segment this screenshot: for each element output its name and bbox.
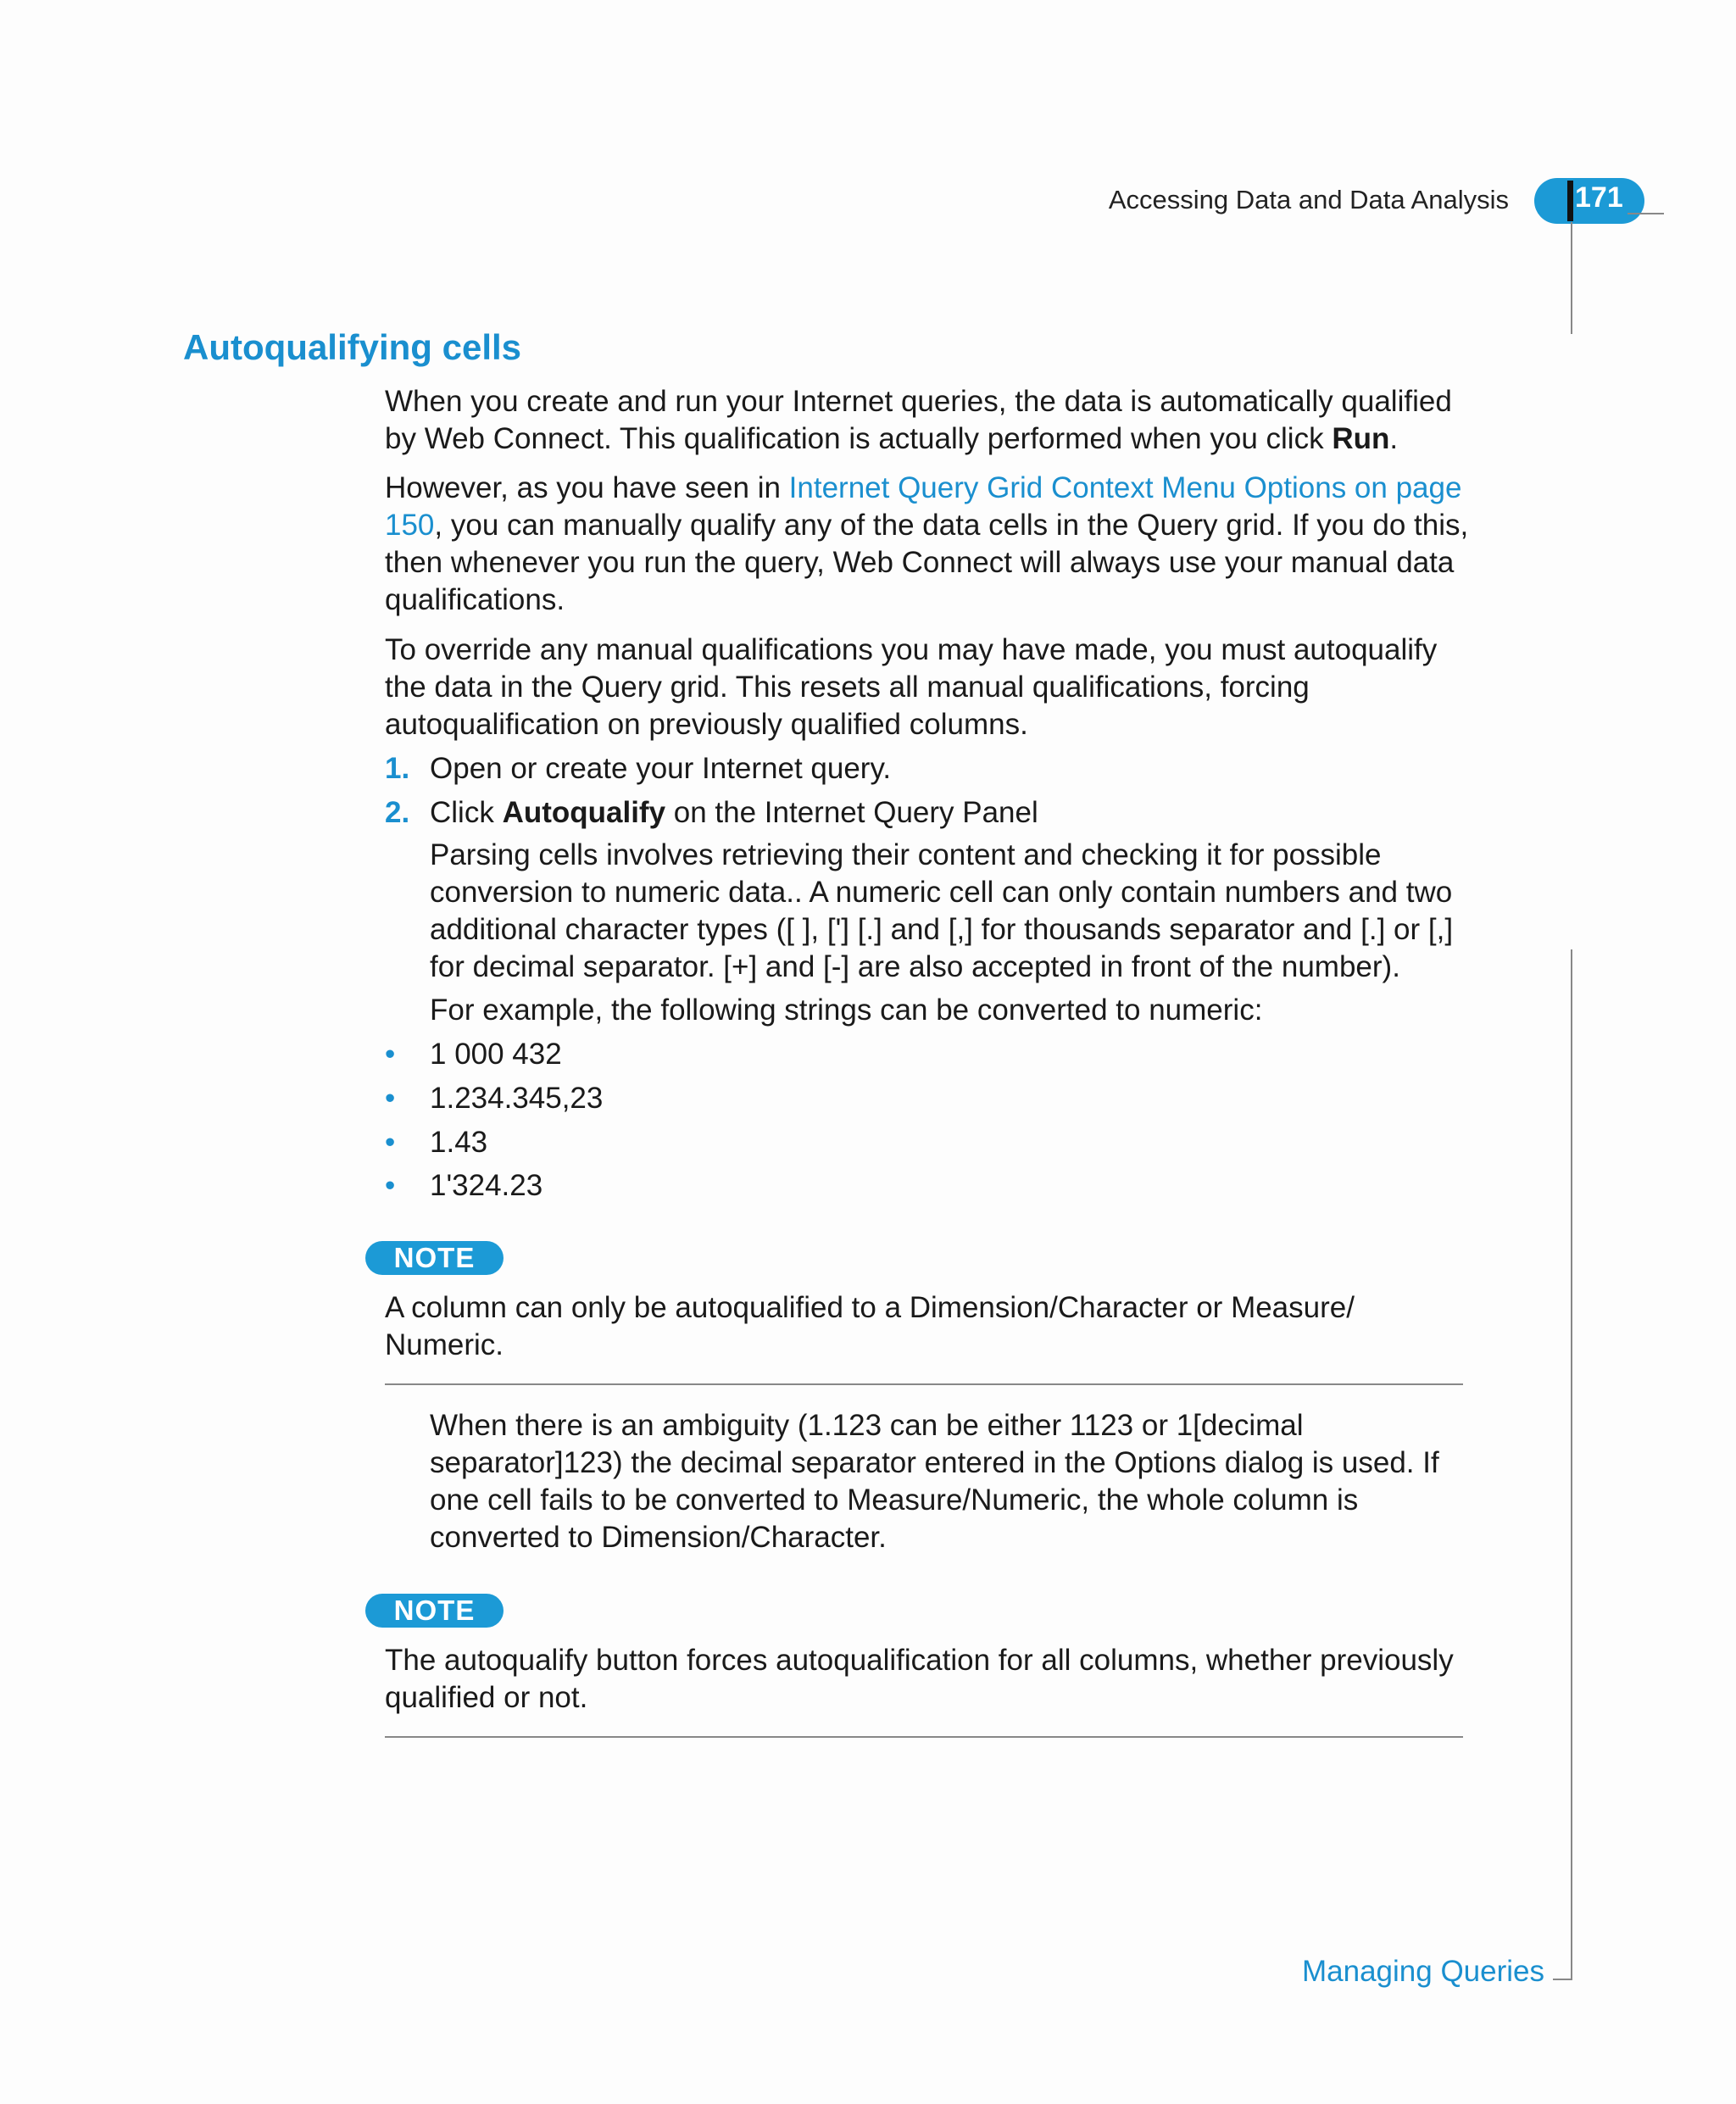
note-divider (385, 1736, 1463, 1738)
note-text: A column can only be autoqualified to a Dimension/Character or Measure/ Numeric. (385, 1291, 1355, 1361)
bullet-marker: • (385, 1082, 396, 1115)
margin-rule-top (1571, 222, 1572, 334)
step-text-2 (430, 794, 1481, 832)
cross-reference-link[interactable]: Internet Query Grid Context Menu Options on page 150 (385, 471, 1462, 542)
note-badge: NOTE (365, 1241, 504, 1275)
paragraph-intro-end: . (1389, 422, 1399, 455)
example-intro: For example, the following strings can be converted to numeric: (430, 994, 1263, 1027)
footer-rule (1553, 1979, 1572, 1980)
chapter-footer: Managing Queries (1302, 1955, 1544, 1988)
step-number-2: 2. (385, 796, 410, 829)
bullet-marker: • (385, 1038, 396, 1071)
step-text-1: Open or create your Internet query. (430, 752, 892, 785)
step-2-start: Click (430, 796, 503, 829)
header-rule (1628, 213, 1664, 214)
step-number-1: 1. (385, 752, 410, 785)
page-number: 171 (1575, 181, 1623, 214)
bullet-item: 1 000 432 (430, 1038, 562, 1071)
bullet-item: 1.234.345,23 (430, 1082, 604, 1115)
paragraph-override: To override any manual qualifications you may have made, you must autoqualify the data in the Query grid. This resets all manual qualifications, forcing autoqualification on previously qualified columns. (385, 633, 1438, 741)
note-text: The autoqualify button forces autoqualification for all columns, whether previously qualified or not. (385, 1644, 1454, 1714)
autoqualify-keyword: Autoqualify (502, 796, 666, 829)
bullet-item: 1.43 (430, 1126, 488, 1159)
run-keyword: Run (1332, 422, 1390, 455)
bullet-marker: • (385, 1126, 396, 1159)
bullet-marker: • (385, 1169, 396, 1202)
ambiguity-paragraph: When there is an ambiguity (1.123 can be either 1123 or 1[decimal separator]123) the decimal separator entered in the Options dialog is used. If one cell fails to be converted to Measure/Numeric, the whole column is converted to Dimension/Character. (430, 1409, 1439, 1554)
bullet-item: 1'324.23 (430, 1169, 543, 1202)
paragraph-intro (385, 383, 1470, 458)
page-tab-marker (1567, 181, 1573, 221)
note-badge: NOTE (365, 1594, 504, 1628)
paragraph-manual-qualify (385, 470, 1470, 619)
paragraph-intro-text: When you create and run your Internet queries, the data is automatically qualified by Web Connect. This qualification is actually performed when you click (385, 385, 1452, 455)
paragraph-manual-end: , you can manually qualify any of the data cells in the Query grid. If you do this, then whenever you run the query, Web Connect will always use your manual data qualifications. (385, 509, 1469, 616)
margin-rule-bottom (1571, 949, 1572, 1980)
section-title: Autoqualifying cells (183, 327, 522, 367)
paragraph-manual-start: However, as you have seen in (385, 471, 789, 504)
parsing-explanation: Parsing cells involves retrieving their content and checking it for possible conversion to numeric data.. A numeric cell can only contain numbers and two additional character types ([ ], ['] [.] and [,] for thousands separator and [.] or [,] for decimal separator. [+] and [-] are also accepted in front of the number). (430, 838, 1454, 983)
note-divider (385, 1383, 1463, 1385)
step-2-end: on the Internet Query Panel (665, 796, 1038, 829)
running-head: Accessing Data and Data Analysis (1108, 185, 1509, 214)
